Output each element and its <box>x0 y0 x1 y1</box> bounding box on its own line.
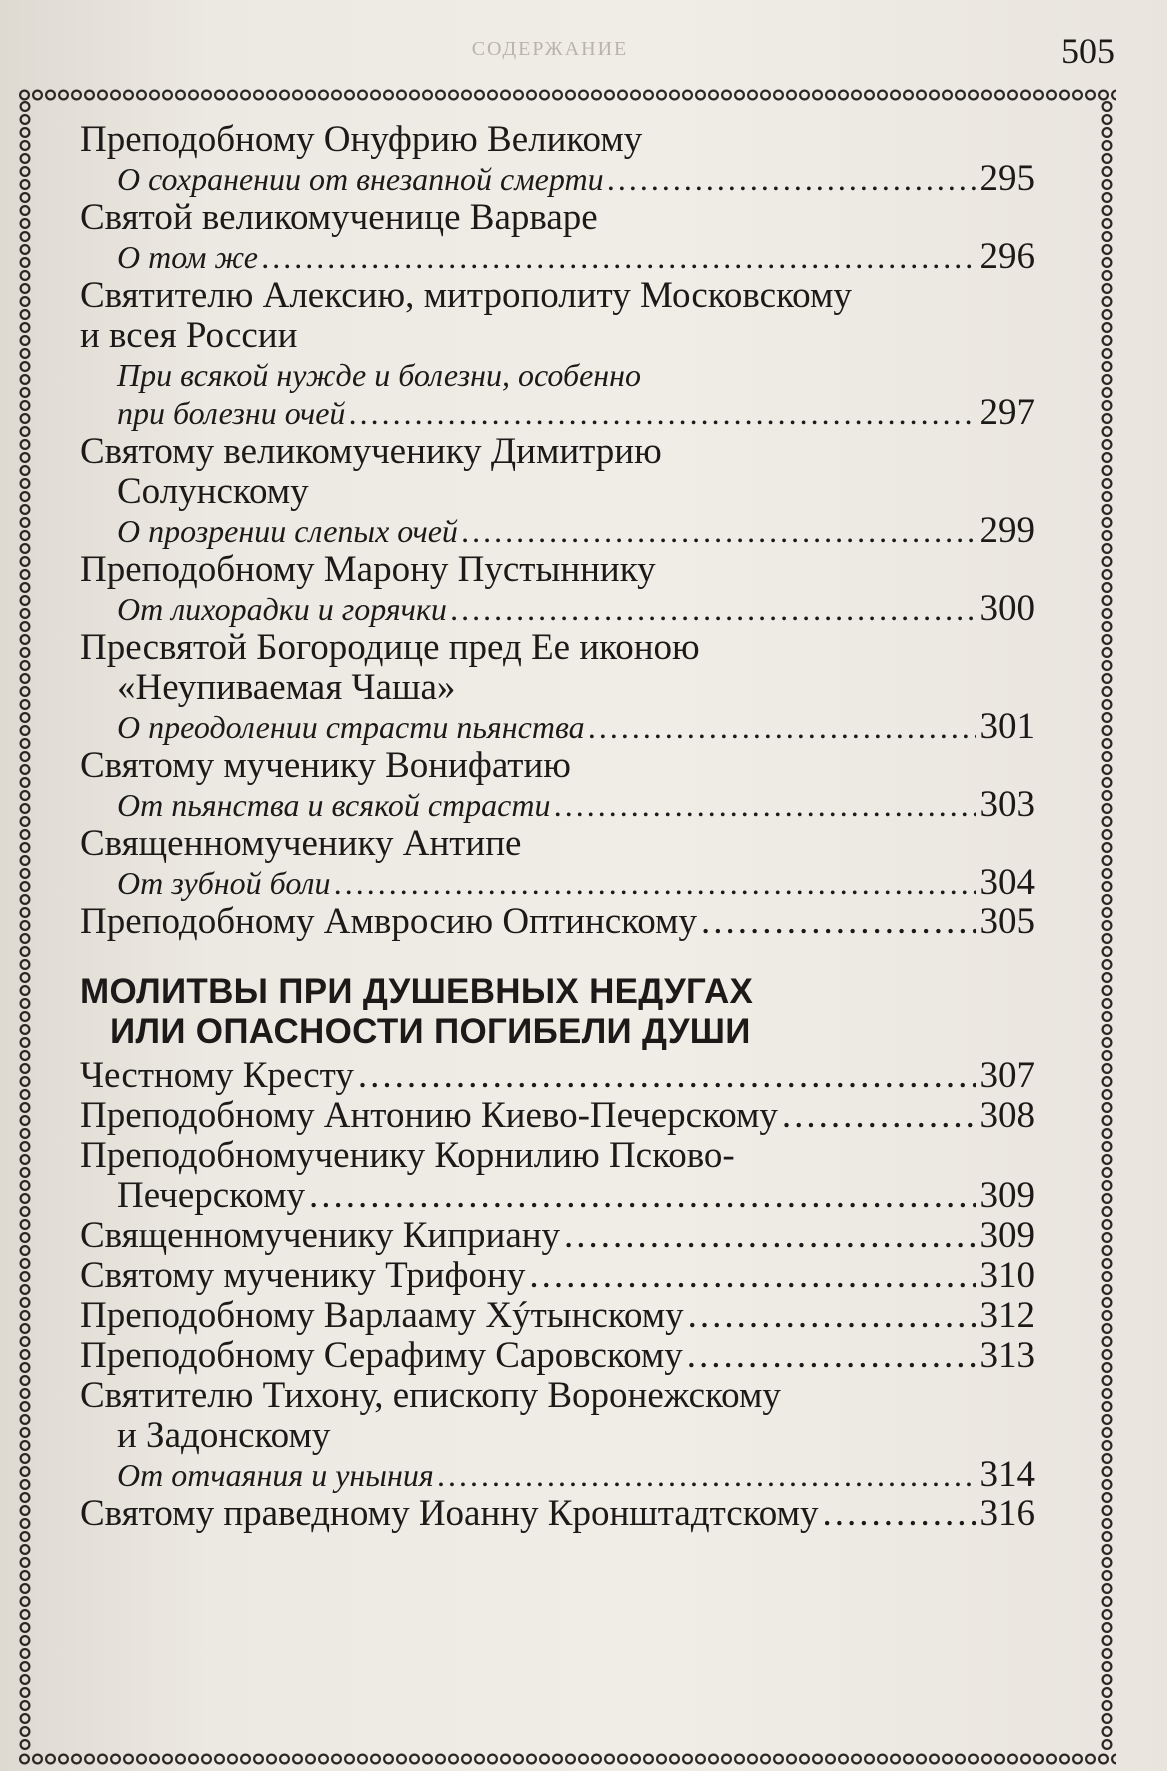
entry-title: Святителю Алексию, митрополиту Московскому <box>80 275 852 316</box>
page-ref: 310 <box>979 1255 1035 1296</box>
entry-title: Преподобномученику Корнилию Псково- <box>80 1135 735 1176</box>
entry-title-continued: и Задонскому <box>117 1415 331 1456</box>
page-ref: 307 <box>979 1055 1035 1096</box>
entry-title-continued: Солунскому <box>117 471 309 512</box>
entry-subtitle: О прозрении слепых очей <box>117 513 458 549</box>
entry-subtitle-line <box>80 864 1035 902</box>
toc-entry <box>80 1494 1035 1534</box>
page-ref: 295 <box>979 158 1035 199</box>
dot-leader <box>782 1096 976 1136</box>
ornamental-border-left <box>18 100 32 1752</box>
toc-entry <box>80 746 1035 824</box>
page-ref: 312 <box>979 1295 1035 1336</box>
entry-subtitle-line <box>80 238 1035 276</box>
dot-leader <box>564 1216 975 1256</box>
page-ref: 297 <box>979 392 1035 433</box>
page-number: 505 <box>1061 31 1115 71</box>
page-ref: 309 <box>979 1215 1035 1256</box>
entry-title: Преподобному Антонию Киево-Печерскому <box>80 1095 778 1136</box>
dot-leader <box>309 1176 976 1216</box>
dot-leader <box>687 1336 976 1376</box>
entry-title: Священномученику Киприану <box>80 1215 561 1256</box>
toc-entry <box>80 824 1035 902</box>
dot-leader <box>529 1256 975 1296</box>
entry-subtitle: О том же <box>117 239 258 275</box>
entry-title: Священномученику Антипе <box>80 823 522 864</box>
entry-title: Святому мученику Вонифатию <box>80 745 571 786</box>
toc-entry <box>80 276 1035 432</box>
entry-title: Святому праведному Иоанну Кронштадтскому <box>80 1493 819 1534</box>
toc-entry <box>80 628 1035 746</box>
entry-subtitle: От отчаяния и уныния <box>117 1457 434 1493</box>
toc-entry <box>80 1136 1035 1216</box>
toc-entry <box>80 120 1035 198</box>
page-ref: 316 <box>979 1493 1035 1534</box>
entry-subtitle-line <box>80 708 1035 746</box>
ornamental-border-right <box>1100 100 1114 1752</box>
entry-title: Святому мученику Трифону <box>80 1255 526 1296</box>
ornamental-border-bottom <box>18 1752 1116 1766</box>
toc-entry <box>80 902 1035 942</box>
entry-title: Преподобному Серафиму Саровскому <box>80 1335 683 1376</box>
section-heading-line-2: ИЛИ ОПАСНОСТИ ПОГИБЕЛИ ДУШИ <box>110 1012 751 1051</box>
entry-title: Преподобному Онуфрию Великому <box>80 119 643 160</box>
table-of-contents <box>80 120 1035 1534</box>
page-ref: 303 <box>979 784 1035 825</box>
toc-entry <box>80 198 1035 276</box>
page-ref: 301 <box>979 706 1035 747</box>
toc-entry <box>80 1296 1035 1336</box>
toc-entry <box>80 432 1035 550</box>
page-ref: 309 <box>979 1175 1035 1216</box>
entry-title-continued: Печерскому <box>117 1175 305 1216</box>
entry-subtitle-continued: при болезни очей <box>117 395 346 431</box>
entry-title-continued: «Неупиваемая Чаша» <box>117 667 456 708</box>
entry-subtitle-line <box>80 512 1035 550</box>
running-head: СОДЕРЖАНИЕ <box>471 38 629 60</box>
entry-subtitle: От лихорадки и горячки <box>117 591 447 627</box>
ornamental-border-top <box>18 88 1116 102</box>
entry-subtitle: О сохранении от внезапной смерти <box>117 161 604 197</box>
page-ref: 305 <box>979 901 1035 942</box>
entry-subtitle-line <box>80 1456 1035 1494</box>
dot-leader <box>451 590 976 628</box>
dot-leader <box>262 238 976 276</box>
entry-title: Преподобному Варлааму Хýтынскому <box>80 1295 684 1336</box>
toc-entry <box>80 1376 1035 1494</box>
toc-entry <box>80 1336 1035 1376</box>
page-ref: 300 <box>979 588 1035 629</box>
page-ref: 304 <box>979 862 1035 903</box>
toc-entry <box>80 1096 1035 1136</box>
toc-entry <box>80 1056 1035 1096</box>
section-heading-line-1: МОЛИТВЫ ПРИ ДУШЕВНЫХ НЕДУГАХ <box>80 972 754 1011</box>
dot-leader <box>688 1296 976 1336</box>
page-ref: 313 <box>979 1335 1035 1376</box>
dot-leader <box>589 708 976 746</box>
entry-subtitle: О преодолении страсти пьянства <box>117 709 585 745</box>
entry-subtitle: От пьянства и всякой страсти <box>117 787 551 823</box>
dot-leader <box>462 512 976 550</box>
entry-subtitle-line <box>80 394 1035 432</box>
page-ref: 314 <box>979 1454 1035 1495</box>
dot-leader <box>608 160 976 198</box>
dot-leader <box>701 902 976 942</box>
entry-title: Честному Кресту <box>80 1055 354 1096</box>
entry-subtitle: От зубной боли <box>117 865 331 901</box>
section-heading <box>80 972 1035 1052</box>
entry-title-continued: и всея России <box>80 315 298 356</box>
dot-leader <box>823 1494 976 1534</box>
dot-leader <box>334 864 975 902</box>
page-ref: 296 <box>979 236 1035 277</box>
entry-title: Преподобному Марону Пустыннику <box>80 549 656 590</box>
entry-title: Преподобному Амвросию Оптинскому <box>80 901 697 942</box>
entry-title: Пресвятой Богородице пред Ее иконою <box>80 627 700 668</box>
dot-leader <box>349 394 975 432</box>
dot-leader <box>438 1456 976 1494</box>
dot-leader <box>358 1056 976 1096</box>
entry-title: Святителю Тихону, епископу Воронежскому <box>80 1375 781 1416</box>
toc-entry <box>80 1256 1035 1296</box>
toc-entry <box>80 1216 1035 1256</box>
entry-subtitle: При всякой нужде и болезни, особенно <box>117 357 642 393</box>
entry-title-line <box>80 1176 1035 1216</box>
entry-subtitle-line <box>80 590 1035 628</box>
entry-title: Святой великомученице Варваре <box>80 197 598 238</box>
page-ref: 308 <box>979 1095 1035 1136</box>
page-ref: 299 <box>979 510 1035 551</box>
toc-entry <box>80 550 1035 628</box>
entry-subtitle-line <box>80 786 1035 824</box>
dot-leader <box>554 786 975 824</box>
entry-title: Святому великомученику Димитрию <box>80 431 662 472</box>
entry-subtitle-line <box>80 160 1035 198</box>
